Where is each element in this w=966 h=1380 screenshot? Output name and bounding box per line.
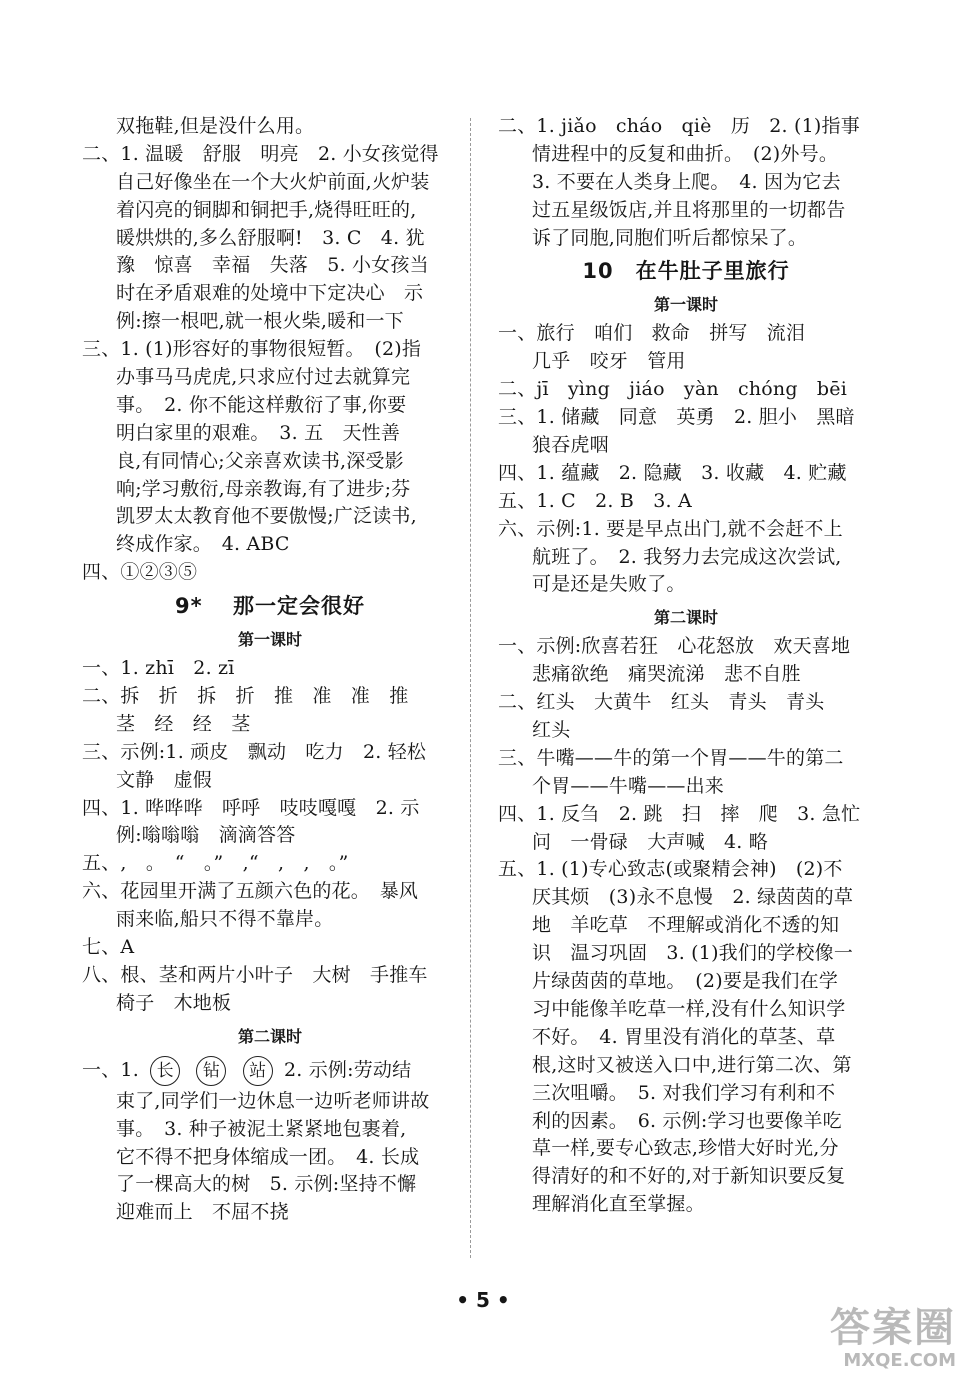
section-heading: 10 在牛肚子里旅行 — [582, 259, 790, 284]
text-line: 八、根、茎和两片小叶子 大树 手推车 — [82, 963, 428, 986]
text-line: 厌其烦 (3)永不息慢 2. 绿茵茵的草 — [532, 886, 854, 909]
text-line: 五、, 。 “ 。” ,“ , , 。” — [82, 852, 349, 875]
lesson-subheading: 第二课时 — [237, 1026, 302, 1046]
text-line: 响;学习敷衍,母亲教诲,有了进步;芬 — [116, 477, 411, 500]
text-line: 椅子 木地板 — [116, 991, 232, 1014]
section-heading: 9* 那一定会很好 — [175, 594, 365, 619]
text-line: 诉了同胞,同胞们听后都惊呆了。 — [532, 226, 808, 249]
text-line: 一、旅行 咱们 救命 拼写 流泪 — [498, 322, 806, 345]
text-line: 二、红头 大黄牛 红头 青头 青头 — [498, 691, 825, 714]
text-line: 文静 虚假 — [116, 768, 213, 791]
text-line: 根,这时又被送入口中,进行第二次、第 — [532, 1053, 852, 1076]
text-line: 时在矛盾艰难的处境中下定决心 示 — [116, 282, 424, 305]
text-line: 过五星级饭店,并且将那里的一切都告 — [532, 198, 846, 221]
question-number: 一、1. — [82, 1058, 139, 1081]
text-line: 习中能像羊吃草一样,没有什么知识学 — [532, 997, 846, 1020]
text-line: 四、1. 反刍 2. 跳 扫 摔 爬 3. 急忙 — [498, 802, 861, 825]
text-line: 六、花园里开满了五颜六色的花。 暴风 — [82, 880, 419, 903]
text-line: 三、1. 储藏 同意 英勇 2. 胆小 黑暗 — [498, 406, 855, 429]
text-line: 利的因素。 6. 示例:学习也要像羊吃 — [532, 1109, 842, 1132]
text-line: 了一棵高大的树 5. 示例:坚持不懈 — [116, 1173, 417, 1196]
circled-character: 钻 — [196, 1056, 226, 1086]
text-line: 几乎 咬牙 管用 — [532, 350, 686, 373]
text-line: 一、示例:欣喜若狂 心花怒放 欢天喜地 — [498, 635, 851, 658]
text-line: 良,有同情心;父亲喜欢读书,深受影 — [116, 449, 404, 472]
text-line: 七、A — [82, 936, 135, 959]
text-line: 四、1. 蕴藏 2. 隐藏 3. 收藏 4. 贮藏 — [498, 461, 847, 484]
text-line: 四、1. 哗哗哗 呼呼 吱吱嘎嘎 2. 示 — [82, 796, 420, 819]
text-line: 双拖鞋,但是没什么用。 — [116, 115, 315, 137]
text-line: 束了,同学们一边休息一边听老师讲故 — [116, 1089, 430, 1112]
text-line: 自己好像坐在一个大火炉前面,火炉装 — [116, 170, 430, 193]
text-line: 草一样,要专心致志,珍惜大好时光,分 — [532, 1137, 839, 1160]
text-line: 雨来临,船只不得不靠岸。 — [116, 908, 334, 931]
text-line: 可是还是失败了。 — [532, 573, 686, 596]
text-line: 问 一骨碌 大声喊 4. 略 — [532, 830, 768, 853]
text-line: 得清好的和不好的,对于新知识要反复 — [532, 1165, 846, 1188]
text-line: 终成作家。 4. ABC — [116, 533, 290, 556]
text-line — [82, 1052, 458, 1088]
text-line: 个胃——牛嘴——出来 — [532, 774, 725, 797]
lesson-subheading: 第一课时 — [653, 295, 718, 315]
circled-character: 长 — [150, 1056, 180, 1086]
right-column — [498, 113, 874, 1219]
text-line: 着闪亮的铜脚和铜把手,烧得旺旺的, — [116, 198, 417, 221]
text-line: 暖烘烘的,多么舒服啊! 3. C 4. 犹 — [116, 226, 425, 249]
lesson-subheading: 第二课时 — [653, 608, 718, 628]
text-line: 一、1. zhī 2. zī — [82, 657, 235, 680]
text-line: 三、示例:1. 顽皮 飘动 吃力 2. 轻松 — [82, 740, 427, 763]
text-line: 理解消化直至掌握。 — [532, 1193, 705, 1216]
text-line: 茎 经 经 茎 — [116, 712, 251, 735]
text-line: 四、①②③⑤ — [82, 561, 198, 584]
text-line: 悲痛欲绝 痛哭流涕 悲不自胜 — [532, 663, 801, 686]
text-line: 3. 不要在人类身上爬。 4. 因为它去 — [532, 170, 841, 193]
text-line: 红头 — [532, 719, 571, 742]
column-divider — [470, 118, 471, 1258]
text-line: 识 温习巩固 3. (1)我们的学校像一 — [532, 942, 854, 965]
watermark-url: MXQE.COM — [843, 1350, 956, 1371]
text-line: 例:嗡嗡嗡 滴滴答答 — [116, 824, 296, 847]
text-line: 片绿茵茵的草地。 (2)要是我们在学 — [532, 970, 839, 993]
text-line: 豫 惊喜 幸福 失落 5. 小女孩当 — [116, 254, 429, 277]
text-line: 二、1. jiǎo cháo qiè 历 2. (1)指事 — [498, 115, 860, 137]
text-line: 迎难而上 不屈不挠 — [116, 1201, 289, 1224]
text-line: 三、牛嘴——牛的第一个胃——牛的第二 — [498, 746, 844, 769]
text-line: 例:擦一根吧,就一根火柴,暖和一下 — [116, 310, 404, 333]
text-line: 五、1. C 2. B 3. A — [498, 489, 692, 512]
text-line: 明白家里的艰难。 3. 五 天性善 — [116, 421, 401, 444]
text-line: 狼吞虎咽 — [532, 434, 609, 457]
text-line: 二、1. 温暖 舒服 明亮 2. 小女孩觉得 — [82, 142, 439, 165]
circled-character: 站 — [243, 1056, 273, 1086]
text-line: 二、jī yìng jiáo yàn chóng bēi — [498, 378, 848, 401]
text-line: 三次咀嚼。 5. 对我们学习有利和不 — [532, 1081, 836, 1104]
text-line: 三、1. (1)形容好的事物很短暂。 (2)指 — [82, 338, 422, 361]
lesson-subheading: 第一课时 — [237, 630, 302, 650]
text-line: 事。 3. 种子被泥土紧紧地包裹着, — [116, 1117, 407, 1140]
text-line: 它不得不把身体缩成一团。 4. 长成 — [116, 1145, 420, 1168]
page-number: • 5 • — [456, 1288, 510, 1312]
text-line: 六、示例:1. 要是早点出门,就不会赶不上 — [498, 517, 843, 540]
text-line: 凯罗太太教育他不要傲慢;广泛读书, — [116, 505, 417, 528]
text-line: 不好。 4. 胃里没有消化的草茎、草 — [532, 1025, 836, 1048]
text-line: 情进程中的反复和曲折。 (2)外号。 — [532, 142, 839, 165]
text-line: 事。 2. 你不能这样敷衍了事,你要 — [116, 393, 407, 416]
left-column — [82, 113, 458, 1227]
text-line: 二、拆 折 拆 折 推 准 准 推 — [82, 685, 409, 708]
text-line: 办事马马虎虎,只求应付过去就算完 — [116, 366, 411, 389]
watermark-logo-text: 答案圈 — [830, 1305, 956, 1351]
text-line: 地 羊吃草 不理解或消化不透的知 — [532, 914, 840, 937]
text-line: 五、1. (1)专心致志(或聚精会神) (2)不 — [498, 858, 843, 881]
answer-text: 2. 示例:劳动结 — [283, 1058, 412, 1081]
text-line: 航班了。 2. 我努力去完成这次尝试, — [532, 545, 842, 568]
site-watermark — [830, 1306, 956, 1372]
